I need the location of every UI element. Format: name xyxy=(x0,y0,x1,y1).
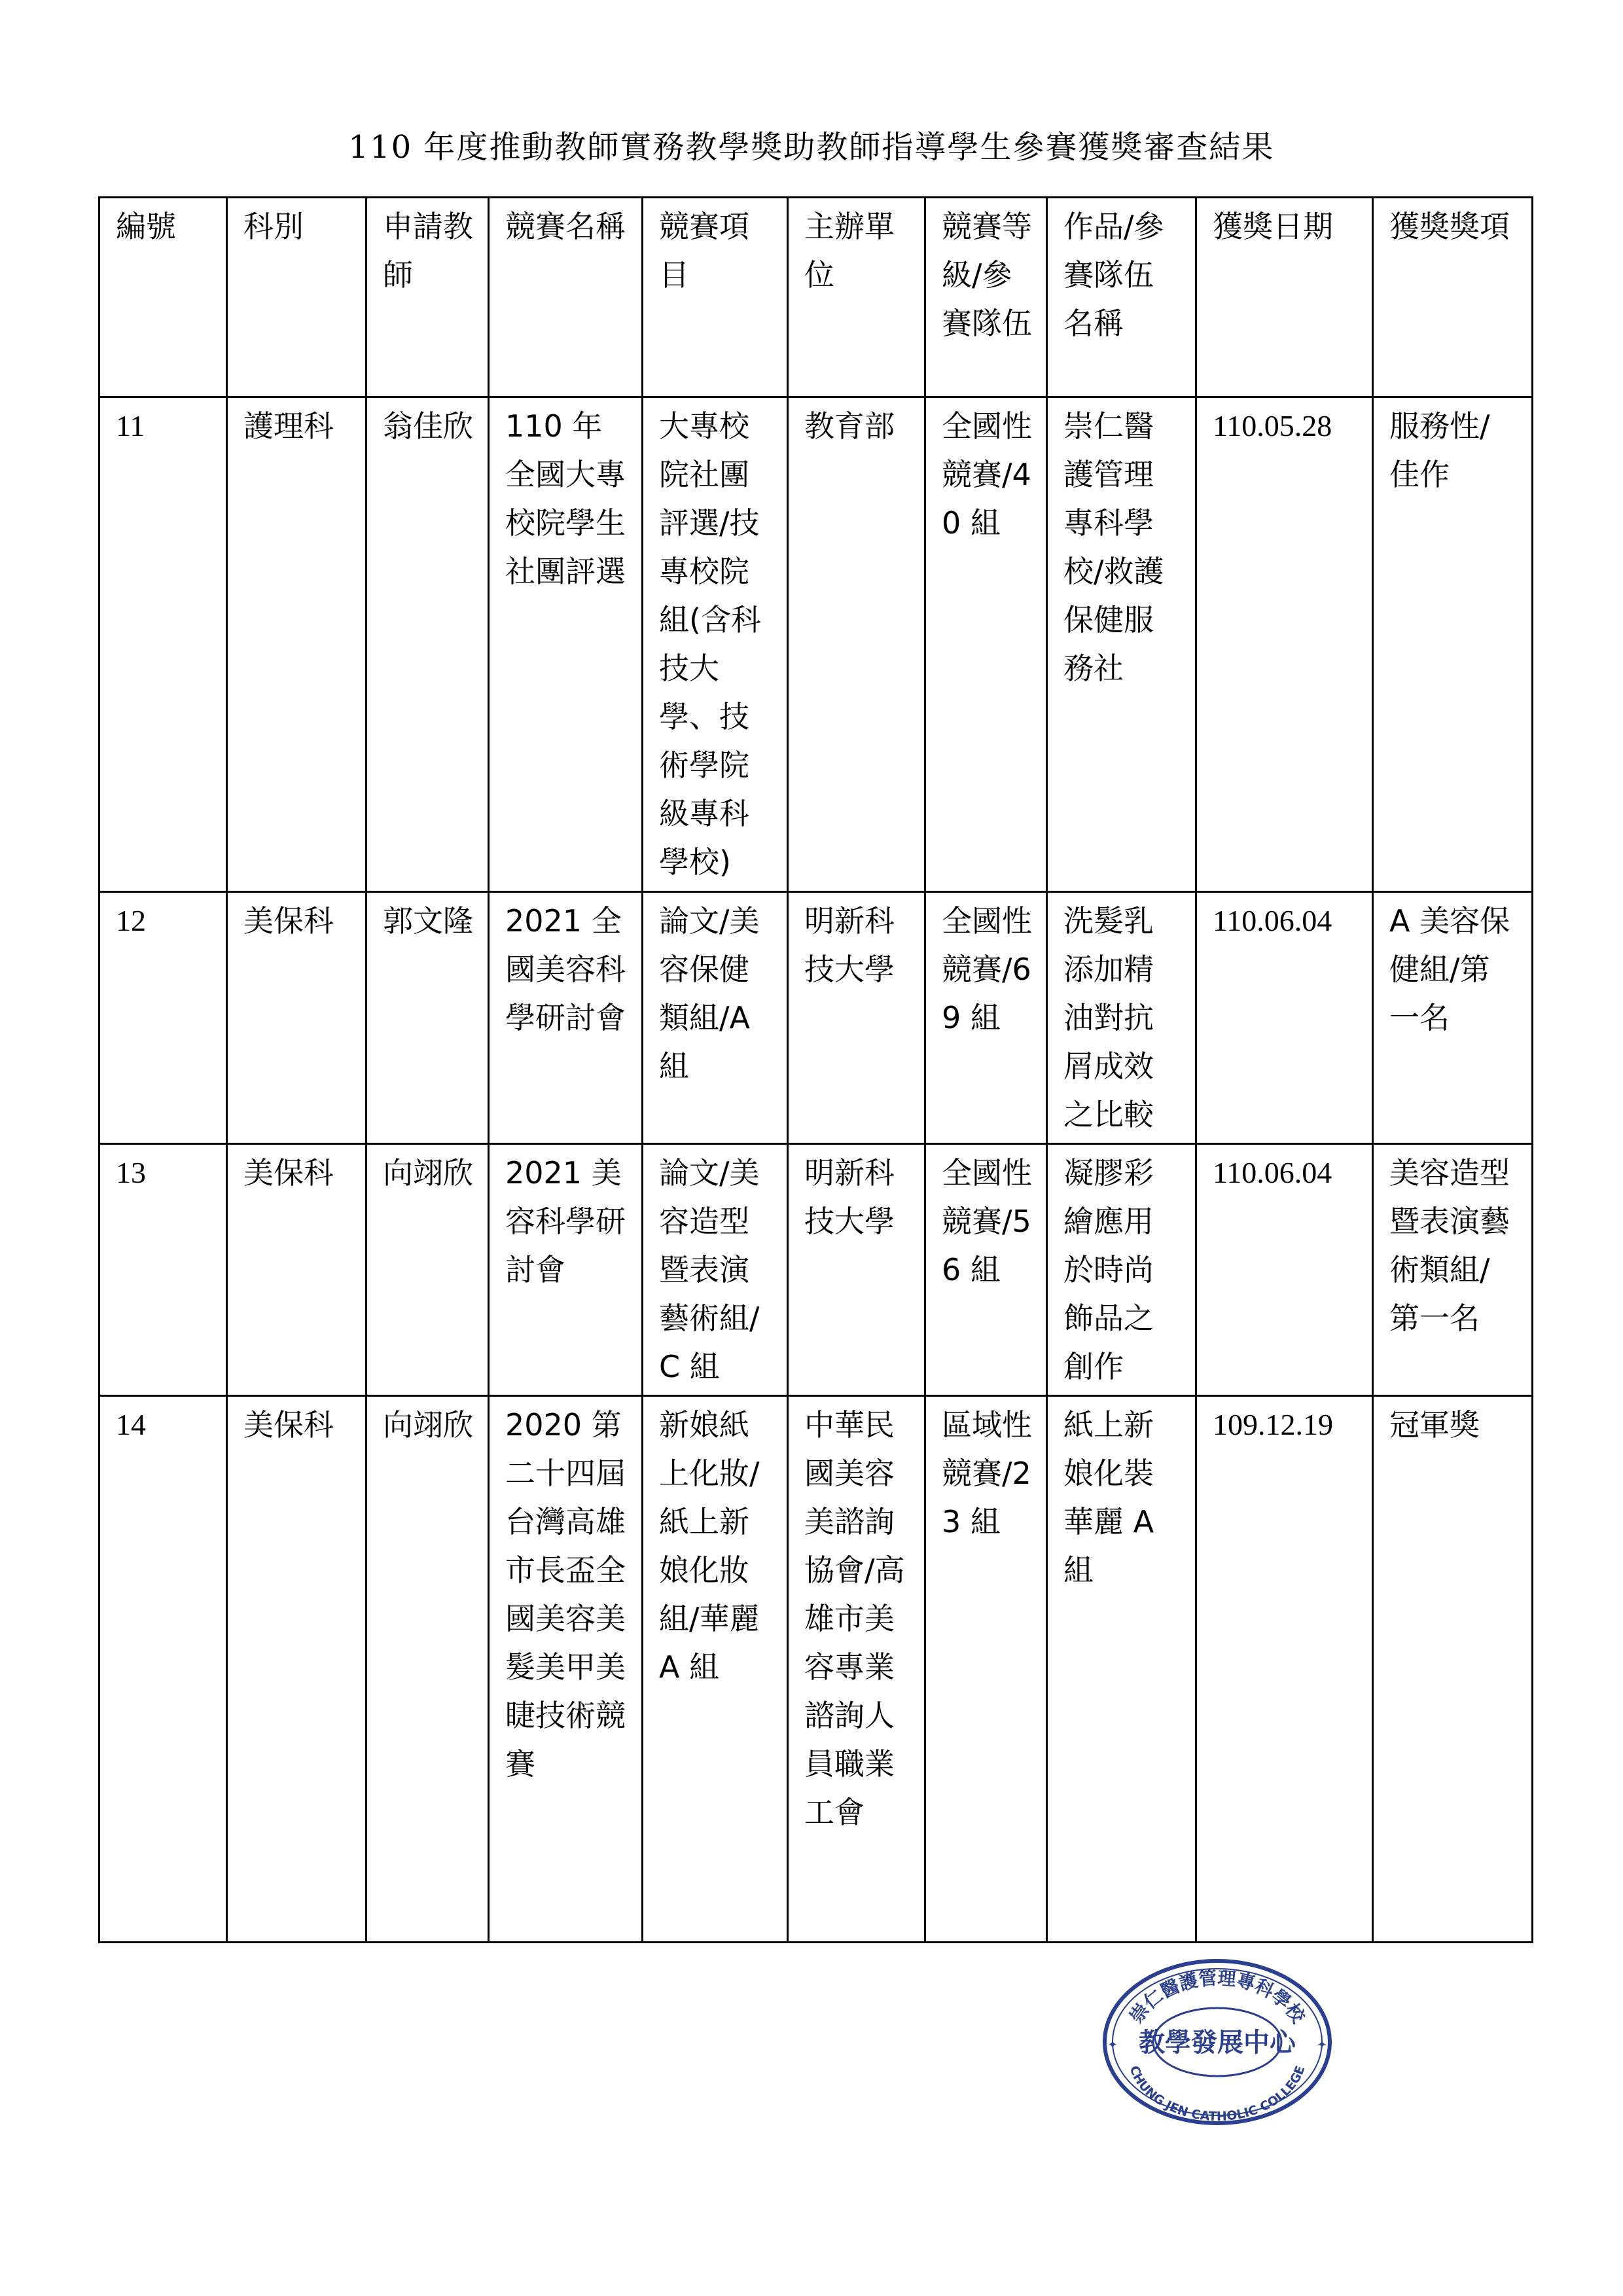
seal-center-text: 教學發展中心 xyxy=(1139,2027,1296,2058)
header-cell: 競賽名稱 xyxy=(489,198,643,397)
header-cell: 獲獎獎項 xyxy=(1373,198,1533,397)
svg-text:CHUNG JEN CATHOLIC COLLEGE xyxy=(1127,2064,1308,2124)
cell-level: 區域性競賽/23 組 xyxy=(925,1396,1047,1943)
cell-level: 全國性競賽/69 組 xyxy=(925,892,1047,1144)
seal-bottom-text: CHUNG JEN CATHOLIC COLLEGE xyxy=(1126,2064,1308,2125)
table-row xyxy=(99,1144,1533,1396)
header-cell: 申請教師 xyxy=(366,198,489,397)
cell-department: 美保科 xyxy=(227,1396,366,1943)
cell-award-date: 110.06.04 xyxy=(1196,892,1373,1144)
table-row xyxy=(99,892,1533,1144)
cell-competition-item: 大專校院社團評選/技專校院組(含科技大學、技術學院級專科學校) xyxy=(643,397,788,892)
cell-award-date: 109.12.19 xyxy=(1196,1396,1373,1943)
cell-level: 全國性競賽/40 組 xyxy=(925,397,1047,892)
cell-organizer: 中華民國美容美諮詢協會/高雄市美容專業諮詢人員職業工會 xyxy=(788,1396,925,1943)
school-seal-stamp xyxy=(1099,1957,1335,2127)
cell-award-date: 110.05.28 xyxy=(1196,397,1373,892)
cell-work-name: 紙上新娘化裝華麗 A 組 xyxy=(1047,1396,1196,1943)
header-cell: 編號 xyxy=(99,198,227,397)
header-cell: 競賽項目 xyxy=(643,198,788,397)
table-header-row xyxy=(99,198,1533,397)
cell-award: 美容造型暨表演藝術類組/第一名 xyxy=(1373,1144,1533,1396)
cell-number: 12 xyxy=(99,892,227,1144)
cell-teacher: 向翊欣 xyxy=(366,1396,489,1943)
header-cell: 競賽等級/參賽隊伍 xyxy=(925,198,1047,397)
cell-award: A 美容保健組/第一名 xyxy=(1373,892,1533,1144)
cell-work-name: 崇仁醫護管理專科學校/救護保健服務社 xyxy=(1047,397,1196,892)
cell-department: 美保科 xyxy=(227,892,366,1144)
cell-organizer: 教育部 xyxy=(788,397,925,892)
cell-competition-name: 2021 全國美容科學研討會 xyxy=(489,892,643,1144)
cell-competition-name: 110 年全國大專校院學生社團評選 xyxy=(489,397,643,892)
cell-teacher: 翁佳欣 xyxy=(366,397,489,892)
cell-organizer: 明新科技大學 xyxy=(788,892,925,1144)
cell-award: 冠軍獎 xyxy=(1373,1396,1533,1943)
cell-award-date: 110.06.04 xyxy=(1196,1144,1373,1396)
cell-competition-name: 2020 第二十四屆台灣高雄市長盃全國美容美髮美甲美睫技術競賽 xyxy=(489,1396,643,1943)
cell-award: 服務性/佳作 xyxy=(1373,397,1533,892)
cell-number: 13 xyxy=(99,1144,227,1396)
cell-competition-item: 論文/美容造型暨表演藝術組/C 組 xyxy=(643,1144,788,1396)
seal-top-text: 崇仁醫護管理專科學校 xyxy=(1125,1967,1310,2028)
svg-text:✦: ✦ xyxy=(1317,2038,1327,2052)
cell-number: 11 xyxy=(99,397,227,892)
cell-teacher: 郭文隆 xyxy=(366,892,489,1144)
cell-work-name: 洗髮乳添加精油對抗屑成效之比較 xyxy=(1047,892,1196,1144)
cell-competition-name: 2021 美容科學研討會 xyxy=(489,1144,643,1396)
table-row xyxy=(99,1396,1533,1943)
cell-department: 護理科 xyxy=(227,397,366,892)
header-cell: 科別 xyxy=(227,198,366,397)
cell-teacher: 向翊欣 xyxy=(366,1144,489,1396)
cell-number: 14 xyxy=(99,1396,227,1943)
svg-text:✦: ✦ xyxy=(1107,2038,1118,2052)
cell-competition-item: 新娘紙上化妝/紙上新娘化妝組/華麗 A 組 xyxy=(643,1396,788,1943)
header-cell: 作品/參賽隊伍名稱 xyxy=(1047,198,1196,397)
header-cell: 主辦單位 xyxy=(788,198,925,397)
header-cell: 獲獎日期 xyxy=(1196,198,1373,397)
cell-competition-item: 論文/美容保健類組/A 組 xyxy=(643,892,788,1144)
cell-organizer: 明新科技大學 xyxy=(788,1144,925,1396)
page-title: 110 年度推動教師實務教學獎助教師指導學生參賽獲獎審查結果 xyxy=(348,129,1275,166)
cell-work-name: 凝膠彩繪應用於時尚飾品之創作 xyxy=(1047,1144,1196,1396)
cell-department: 美保科 xyxy=(227,1144,366,1396)
table-row xyxy=(99,397,1533,892)
cell-level: 全國性競賽/56 組 xyxy=(925,1144,1047,1396)
awards-table xyxy=(98,196,1533,1943)
